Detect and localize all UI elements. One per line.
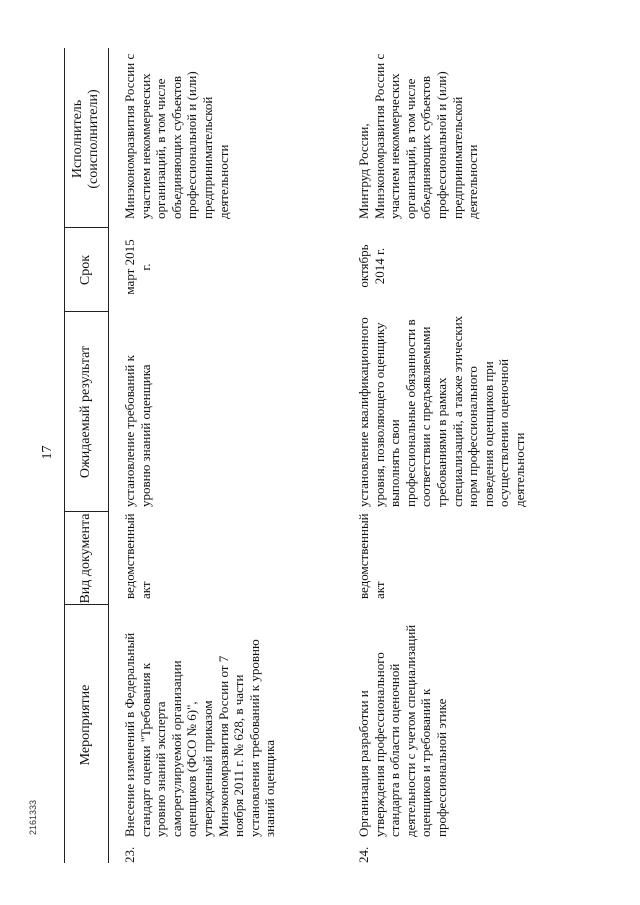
row-doc-type: ведомственный акт	[356, 513, 387, 599]
row-doc-type: ведомственный акт	[122, 513, 153, 599]
row-executor: Минтруд России, Минэкономразвития России с участием некоммерческих организаций, в том числе объединяющих субъектов профессиональной и (или) предпринимательской деятельности	[356, 53, 481, 219]
row-executor: Минэкономразвития России с участием некоммерческих организаций, в том числе объединяющих субъектов профессиональной и (или) предпринимательской деятельности	[122, 53, 231, 219]
header-top-rule	[64, 48, 65, 863]
header-executor-line1: Исполнитель	[70, 99, 85, 179]
header-expected-result: Ожидаемый результат	[78, 345, 93, 479]
header-executor-line2: (соисполнители)	[86, 89, 101, 189]
header-doc-type: Вид документа	[78, 513, 93, 604]
header-term: Срок	[78, 254, 93, 286]
row-measure: Внесение изменений в Федеральный стандарт оценки "Требования к уровню знаний эксперта саморегулируемой организации оценщиков (ФСО № 6)", утвержденный приказом Минэкономразвития России от 7 ноября 2011 г. № 628, в части установления требований к уровню знаний оценщика	[122, 632, 278, 837]
document-stamp: 2161333	[28, 799, 38, 835]
row-term: март 2015 г.	[122, 239, 153, 295]
page-number: 17	[40, 445, 55, 460]
row-number: 23.	[122, 846, 137, 863]
row-expected-result: установление квалификационного уровня, позволяющего оценщику выполнять свои профессиональные обязанности в соответствии с предъявляемыми требованиями в рамках специализаций, а также этических норм профессионального поведения оценщиков при осуществлении оценочной деятельности	[356, 315, 527, 507]
header-bottom-rule	[108, 48, 109, 863]
header-executor	[66, 50, 106, 228]
header-measure: Мероприятие	[78, 684, 93, 766]
row-term: октябрь 2014 г.	[356, 244, 387, 288]
row-measure: Организация разработки и утверждения профессионального стандарта в области оценочной деятельности с учетом специализаций оценщиков и требований к профессиональной этике	[356, 624, 449, 837]
row-number: 24.	[356, 846, 371, 863]
row-expected-result: установление требований к уровню знаний оценщика	[122, 355, 153, 507]
